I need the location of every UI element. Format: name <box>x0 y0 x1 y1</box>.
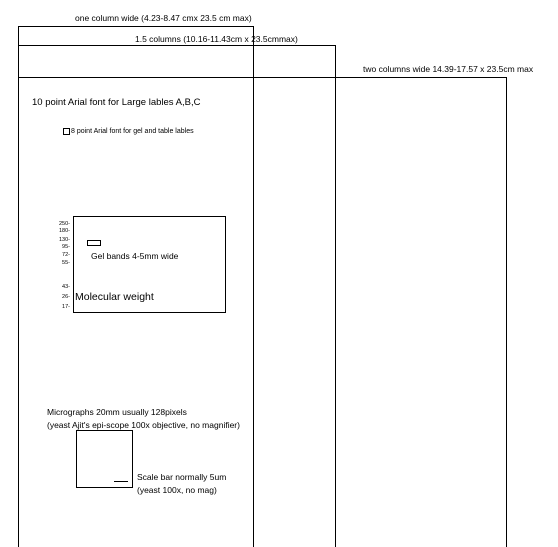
large-font-note: 10 point Arial font for Large lables A,B,C <box>32 97 201 108</box>
mw-marker-180: 180- <box>58 228 70 234</box>
mw-marker-55: 55- <box>62 260 70 266</box>
one-half-column-right-edge <box>335 45 336 547</box>
one-half-column-label: 1.5 columns (10.16-11.43cm x 23.5cmmax) <box>135 34 298 44</box>
mw-marker-250: 250- <box>58 221 70 227</box>
mw-marker-43: 43- <box>62 284 70 290</box>
scale-bar-detail: (yeast 100x, no mag) <box>137 485 217 495</box>
one-half-column-top-border <box>18 45 336 46</box>
mw-marker-95: 95- <box>62 244 70 250</box>
gel-band-note: Gel bands 4-5mm wide <box>91 251 179 261</box>
small-font-note: 8 point Arial font for gel and table lables <box>71 128 194 135</box>
mw-marker-17: 17- <box>62 304 70 310</box>
gel-band-sample <box>87 240 101 246</box>
scale-bar <box>114 481 128 482</box>
small-font-swatch <box>63 128 70 135</box>
one-column-label: one column wide (4.23-8.47 cmx 23.5 cm max) <box>75 13 252 23</box>
micrograph-note: Micrographs 20mm usually 128pixels <box>47 407 187 417</box>
two-column-top-border <box>18 77 507 78</box>
left-column-edge <box>18 26 19 547</box>
mw-marker-130: 130- <box>58 237 70 243</box>
two-column-label: two columns wide 14.39-17.57 x 23.5cm max <box>363 64 534 74</box>
mw-marker-72: 72- <box>62 252 70 258</box>
micrograph-detail: (yeast Ajit's epi-scope 100x objective, no magnifier) <box>47 420 240 430</box>
molecular-weight-label: Molecular weight <box>75 291 154 303</box>
one-column-top-border <box>18 26 254 27</box>
micrograph-frame <box>76 430 133 488</box>
one-column-right-edge <box>253 26 254 547</box>
scale-bar-note: Scale bar normally 5um <box>137 472 227 482</box>
mw-marker-26: 26- <box>62 294 70 300</box>
two-column-right-edge <box>506 77 507 547</box>
